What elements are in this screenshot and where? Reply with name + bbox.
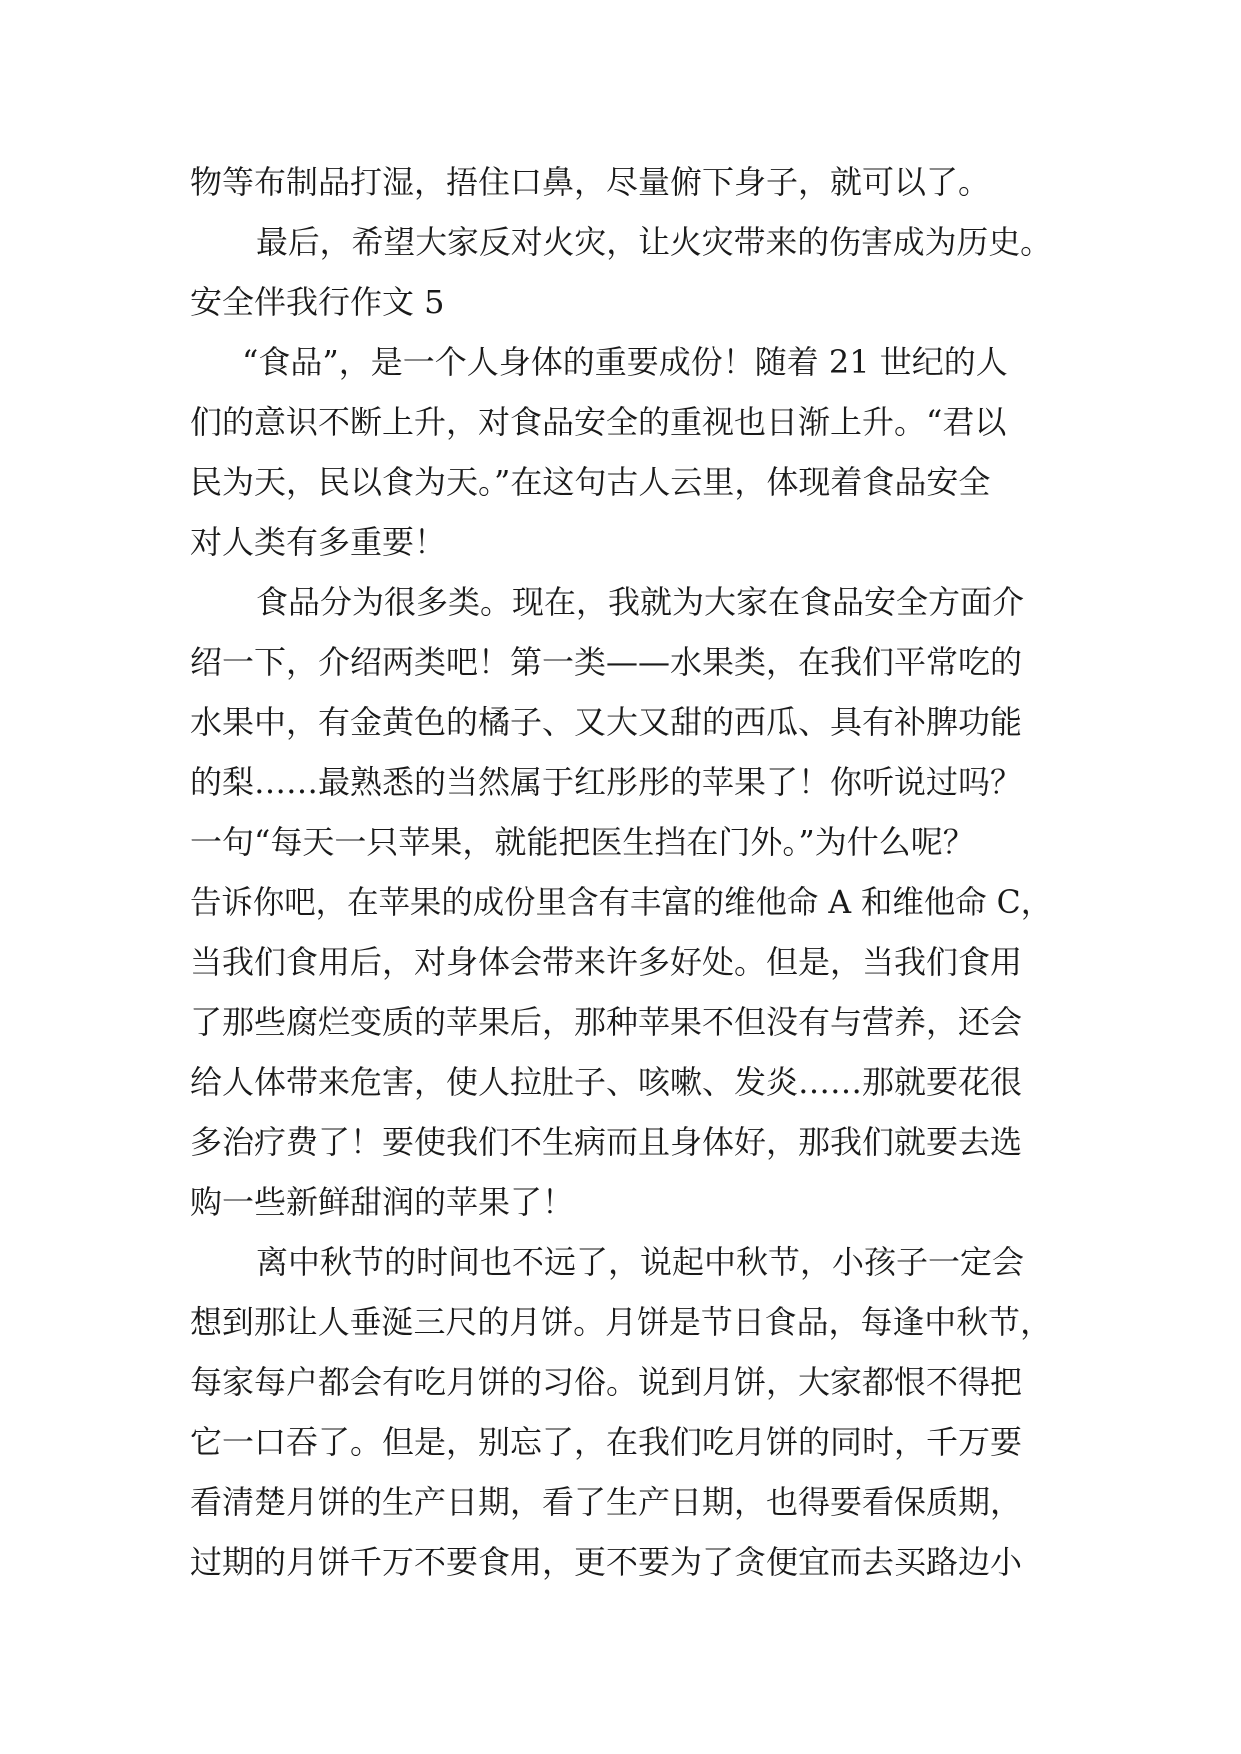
text-line: 购一些新鲜甜润的苹果了！ xyxy=(190,1183,575,1221)
paragraph-first-line: 最后，希望大家反对火灾，让火灾带来的伤害成为历史。 xyxy=(256,223,1053,261)
text-line: 每家每户都会有吃月饼的习俗。说到月饼，大家都恨不得把 xyxy=(190,1363,1023,1401)
text-line: 了那些腐烂变质的苹果后，那种苹果不但没有与营养，还会 xyxy=(190,1003,1023,1041)
text-line: 们的意识不断上升，对食品安全的重视也日渐上升。“君以 xyxy=(190,403,1007,441)
paragraph-first-line: 食品分为很多类。现在，我就为大家在食品安全方面介 xyxy=(256,583,1025,621)
text-line: 绍一下，介绍两类吧！第一类——水果类，在我们平常吃的 xyxy=(190,643,1023,681)
text-line: 给人体带来危害，使人拉肚子、咳嗽、发炎……那就要花很 xyxy=(190,1063,1023,1101)
text-line: 想到那让人垂涎三尺的月饼。月饼是节日食品，每逢中秋节， xyxy=(190,1303,1053,1341)
text-line: 当我们食用后，对身体会带来许多好处。但是，当我们食用 xyxy=(190,943,1023,981)
text-line: 水果中，有金黄色的橘子、又大又甜的西瓜、具有补脾功能 xyxy=(190,703,1023,741)
text-line: 民为天，民以食为天。”在这句古人云里，体现着食品安全 xyxy=(190,463,991,501)
text-line: 看清楚月饼的生产日期，看了生产日期，也得要看保质期， xyxy=(190,1483,1023,1521)
text-line: 过期的月饼千万不要食用，更不要为了贪便宜而去买路边小 xyxy=(190,1543,1023,1581)
text-line: 它一口吞了。但是，别忘了，在我们吃月饼的同时，千万要 xyxy=(190,1423,1023,1461)
section-heading: 安全伴我行作文 5 xyxy=(190,283,445,321)
text-line: 的梨……最熟悉的当然属于红彤彤的苹果了！你听说过吗？ xyxy=(190,763,1023,801)
text-line: 物等布制品打湿，捂住口鼻，尽量俯下身子，就可以了。 xyxy=(190,163,991,201)
paragraph-first-line: 离中秋节的时间也不远了，说起中秋节，小孩子一定会 xyxy=(256,1243,1025,1281)
paragraph-first-line: “食品”，是一个人身体的重要成份！随着 21 世纪的人 xyxy=(242,343,1008,381)
text-line: 告诉你吧，在苹果的成份里含有丰富的维他命 A 和维他命 C， xyxy=(190,883,1053,921)
text-line: 对人类有多重要！ xyxy=(190,523,447,561)
text-line: 一句“每天一只苹果，就能把医生挡在门外。”为什么呢？ xyxy=(190,823,975,861)
text-line: 多治疗费了！要使我们不生病而且身体好，那我们就要去选 xyxy=(190,1123,1023,1161)
